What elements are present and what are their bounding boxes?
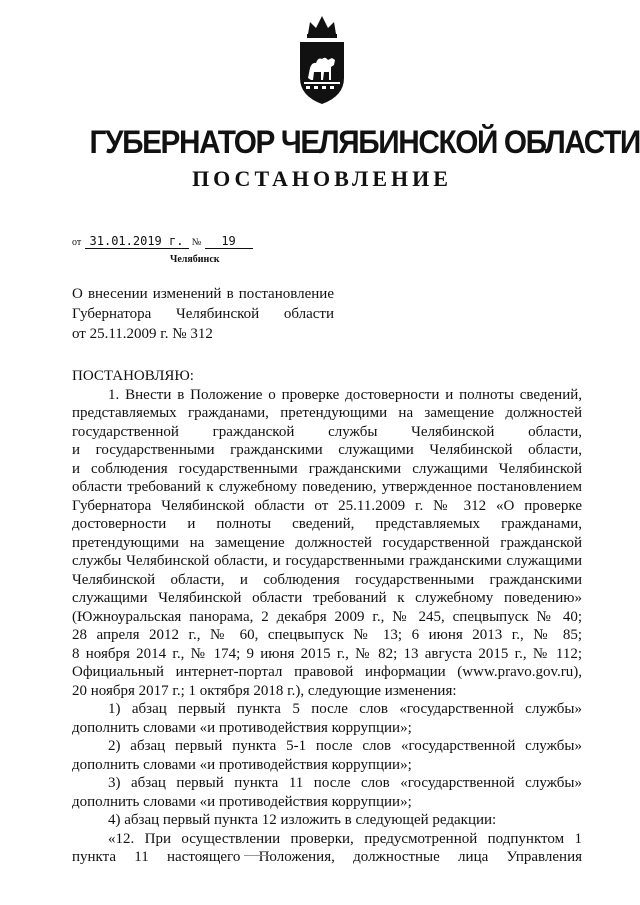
document-place: Челябинск	[170, 254, 220, 265]
document-number: 19	[205, 234, 253, 249]
number-prefix: №	[191, 237, 202, 248]
scan-mark	[244, 855, 270, 856]
subject-line: Губернатора Челябинской области	[72, 306, 334, 322]
document-subject	[72, 284, 334, 344]
body-line: достоверности и полноты сведений, представляемых гражданами,	[72, 516, 582, 532]
body-line: области требований к служебному поведению, утвержденное постановлением	[72, 479, 582, 495]
date-prefix: от	[72, 237, 82, 248]
body-line: дополнить словами «и противодействия коррупции»;	[72, 756, 412, 773]
body-line: и государственными гражданскими служащими Челябинской области,	[72, 442, 582, 458]
document-date: 31.01.2019 г.	[85, 234, 189, 249]
body-line: службы Челябинской области, и государственными гражданскими служащими	[72, 553, 582, 569]
body-line: (Южноуральская панорама, 2 декабря 2009 г., № 245, спецвыпуск № 40;	[72, 608, 582, 625]
body-line: 4) абзац первый пункта 12 изложить в следующей редакции:	[108, 812, 497, 828]
body-line: 8 ноября 2014 г., № 174; 9 июня 2015 г., № 82; 13 августа 2015 г., № 112;	[72, 645, 582, 662]
body-line: дополнить словами «и противодействия коррупции»;	[72, 719, 412, 736]
body-line: «12. При осуществлении проверки, предусмотренной подпунктом 1	[108, 830, 582, 847]
document-body	[72, 367, 582, 867]
body-line: 1) абзац первый пункта 5 после слов «государственной службы»	[108, 701, 582, 717]
body-line: Челябинской области, и соблюдения государственными гражданскими	[72, 571, 582, 588]
body-line: служащими Челябинской области требований к служебному поведению»	[72, 590, 582, 606]
body-line: пункта 11 настоящего Положения, должностные лица Управления	[72, 849, 582, 865]
body-line: 1. Внести в Положение о проверке достоверности и полноты сведений,	[108, 386, 582, 403]
governor-title: ГУБЕРНАТОР ЧЕЛЯБИНСКОЙ ОБЛАСТИ	[89, 124, 640, 160]
body-line: 2) абзац первый пункта 5-1 после слов «государственной службы»	[108, 738, 582, 754]
body-line: Официальный интернет-портал правовой информации (www.pravo.gov.ru),	[72, 664, 582, 680]
body-line: государственной гражданской службы Челябинской области,	[72, 423, 582, 440]
subject-line: от 25.11.2009 г. № 312	[72, 326, 213, 342]
resolve-heading: ПОСТАНОВЛЯЮ:	[72, 368, 194, 384]
body-line: 20 ноября 2017 г.; 1 октября 2018 г.), следующие изменения:	[72, 682, 457, 699]
body-line: 28 апреля 2012 г., № 60, спецвыпуск № 13; 6 июня 2013 г., № 85;	[72, 627, 582, 643]
date-number-line	[72, 233, 253, 249]
document-type: ПОСТАНОВЛЕНИЕ	[192, 166, 452, 191]
body-line: претендующими на замещение должностей государственной гражданской	[72, 534, 582, 551]
body-line: представляемых гражданами, претендующими на замещение должностей	[72, 405, 582, 421]
body-line: дополнить словами «и противодействия коррупции»;	[72, 793, 412, 810]
chelyabinsk-coat-of-arms-icon	[296, 12, 348, 106]
body-line: и соблюдения государственными гражданскими служащими Челябинской	[72, 460, 582, 477]
body-line: Губернатора Челябинской области от 25.11.2009 г. № 312 «О проверке	[72, 497, 582, 514]
subject-line: О внесении изменений в постановление	[72, 286, 334, 302]
body-line: 3) абзац первый пункта 11 после слов «государственной службы»	[108, 775, 582, 791]
